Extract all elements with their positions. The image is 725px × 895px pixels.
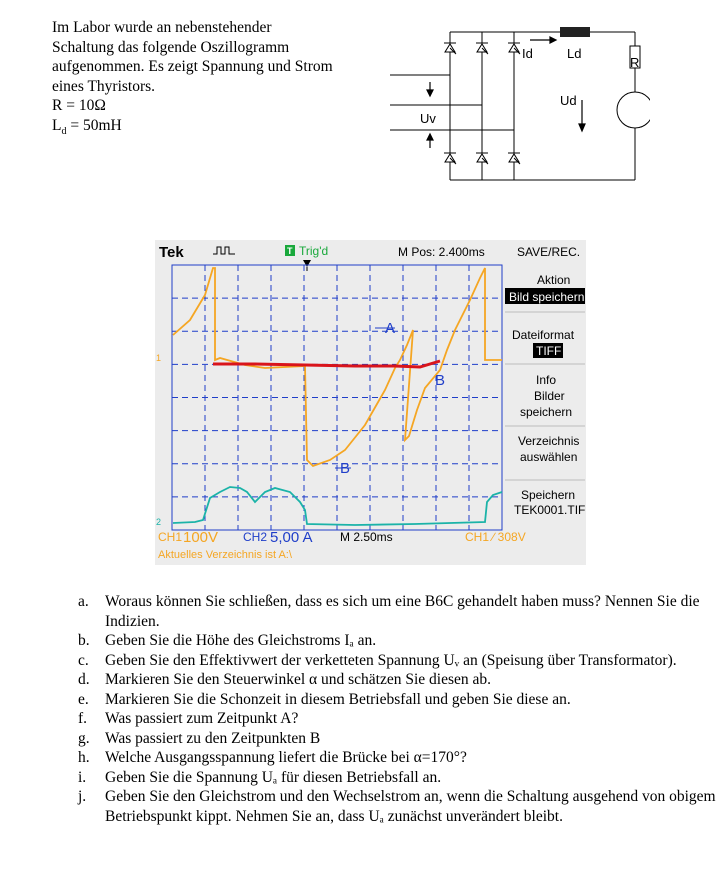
question-letter: b. [78,632,90,649]
question-letter: g. [78,729,90,747]
load-source-circle [617,92,650,128]
ch2-scale: 5,00 A [270,529,313,546]
intro-line: aufgenommen. Es zeigt Spannung und Strom [52,58,333,75]
question-item [78,709,718,729]
ch1-scale: 100V [183,529,219,546]
menu-info-3[interactable]: speichern [520,405,573,419]
question-letter: c. [78,651,89,669]
intro-line: Schaltung das folgende Oszillogramm [52,38,290,56]
timebase: M 2.50ms [340,530,393,544]
question-letter: a. [78,593,89,610]
question-text: Geben Sie den Effektivwert der verketteten Spannung Uᵥ an (Speisung über Transformator). [105,651,677,669]
question-text: Geben Sie die Höhe des Gleichstroms Iₐ an. [105,632,377,649]
menu-aktion-label: Aktion [537,273,571,287]
label-id: Id [522,46,533,61]
b6c-circuit-diagram [390,10,650,190]
question-text: Markieren Sie den Steuerwinkel α und schätzen Sie diesen ab. [105,671,492,688]
question-item [78,768,718,788]
question-letter: i. [78,768,87,786]
resistance-value: R = 10Ω [52,97,106,114]
intro-line: Im Labor wurde an nebenstehender [52,19,272,36]
status-line: Aktuelles Verzeichnis ist A:\ [158,549,292,561]
label-a: A [385,320,396,337]
question-letter: j. [78,788,87,805]
m-position: M Pos: 2.400ms [398,245,485,259]
label-ud: Ud [560,93,577,108]
question-item [78,670,718,690]
question-text: Was passiert zu den Zeitpunkten B [105,729,321,747]
ch2-label: CH2 [243,530,268,544]
label-ld: Ld [567,46,582,61]
label-r: R [630,55,640,70]
menu-save-1[interactable]: Speichern [521,488,576,502]
menu-format-label: Dateiformat [512,328,575,342]
question-text: Markieren Sie die Schonzeit in diesem Betriebsfall und geben Sie diese an. [105,690,571,708]
question-text: Was passiert zum Zeitpunkt A? [105,710,299,727]
ld-symbol: L [52,116,62,134]
trigger-info: CH1 ∕ 308V [465,530,526,544]
menu-info-2[interactable]: Bilder [534,389,565,403]
ch1-ground-marker: 1 [156,353,162,363]
question-letter: d. [78,671,90,688]
question-item [78,651,718,671]
menu-dir-2[interactable]: auswählen [520,450,578,464]
question-text: Woraus können Sie schließen, dass es sich um eine B6C gehandelt haben muss? Nennen Sie die Indizien. [105,593,700,630]
question-item [78,592,718,631]
menu-info-1[interactable]: Info [536,373,557,387]
menu-aktion-value[interactable]: Bild speichern [509,290,585,304]
menu-title: SAVE/REC. [517,245,581,259]
question-list [78,592,718,826]
ld-number: = 50mH [66,116,122,134]
ch2-ground-marker: 2 [156,517,162,527]
menu-dir-1[interactable]: Verzeichnis [518,434,580,448]
inductor-ld [560,27,590,37]
question-text: Geben Sie die Spannung Uₐ für diesen Betriebsfall an. [105,768,442,786]
intro-text [52,18,382,141]
intro-line: eines Thyristors. [52,77,156,95]
thyristor-upper-group [444,43,520,54]
scope-brand: Tek [159,244,184,261]
label-b-2: B [340,460,351,477]
label-b-1: B [435,372,446,389]
question-item [78,690,718,710]
question-letter: f. [78,710,88,727]
question-letter: h. [78,749,90,766]
label-uv: Uv [420,111,436,126]
question-item [78,729,718,749]
ld-subscript: d [61,125,67,137]
menu-format-value[interactable]: TIFF [536,344,562,358]
scope-display [155,240,586,565]
question-item [78,748,718,768]
inductance-value [52,116,382,142]
trigger-status: Trig'd [299,244,329,258]
oscilloscope-screenshot [155,240,586,565]
question-item [78,787,718,826]
question-letter: e. [78,690,89,708]
question-text: Geben Sie den Gleichstrom und den Wechselstrom an, wenn die Schaltung ausgehend von obigem Betriebspunkt kippt. Nehmen Sie an, dass Uₐ zunächst unverändert bleibt. [105,788,716,825]
menu-save-2[interactable]: TEK0001.TIF [514,503,586,517]
question-text: Welche Ausgangsspannung liefert die Brücke bei α=170°? [105,749,467,766]
thyristor-lower-group [444,153,520,164]
trigger-box-letter: T [287,246,293,256]
question-item [78,631,718,651]
acquisition-icon [213,247,235,254]
ch1-label: CH1 [158,530,183,544]
